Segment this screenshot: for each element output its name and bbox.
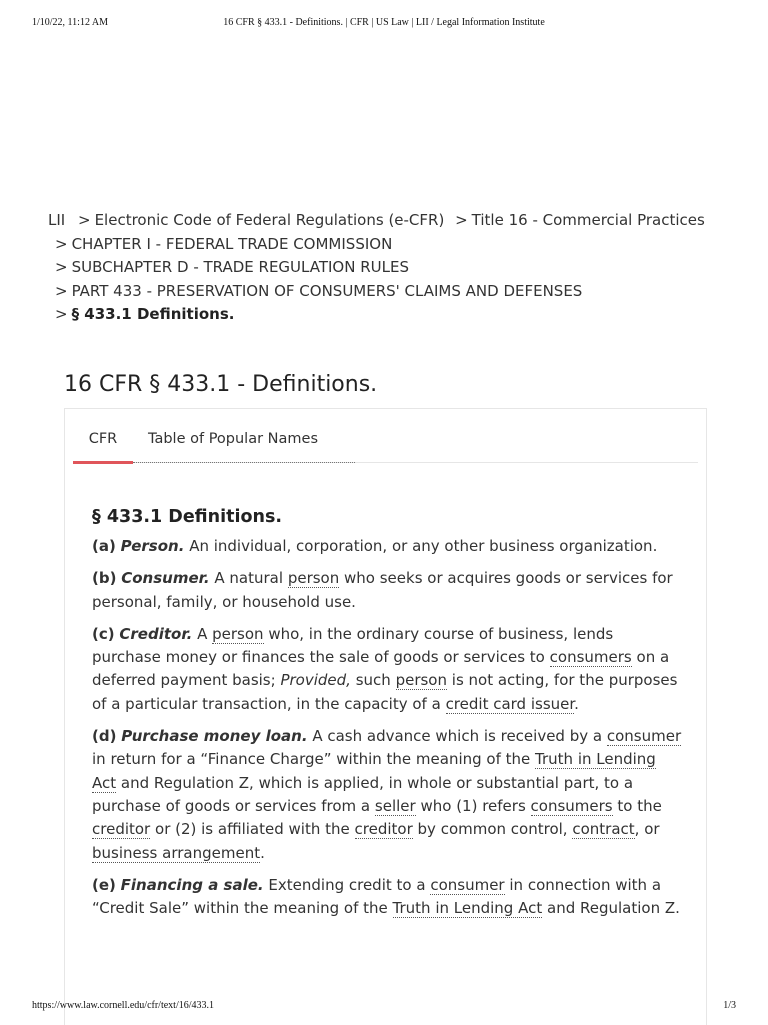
tab-popular-names[interactable] [148,409,318,462]
definition-link-consumers[interactable]: consumers [530,796,613,815]
print-page-number: 1/3 [723,1000,736,1011]
definition-c [92,623,682,716]
breadcrumb-item-lii[interactable]: LII [48,211,66,229]
tab-popular-names-label: Table of Popular Names [148,431,318,447]
definition-text: , or [634,820,660,839]
definition-proviso: Provided, [280,671,351,690]
breadcrumb-separator: > [55,281,68,300]
definition-label: (c) [92,624,115,643]
definition-text: and Regulation Z. [547,899,680,918]
tab-bar [73,409,698,463]
definition-text: to the [617,796,662,815]
definition-link-business-arrangement[interactable]: business arrangement [92,843,261,862]
print-date: 1/10/22, 11:12 AM [32,17,109,28]
definition-link-consumer[interactable]: consumer [606,727,682,746]
breadcrumb-item-title-16[interactable]: Title 16 - Commercial Practices [471,211,705,229]
definition-link-person[interactable]: person [395,671,447,690]
breadcrumb-separator: > [55,234,68,253]
definition-link-creditor[interactable]: creditor [92,820,151,839]
definition-label: (d) [92,727,117,746]
definition-link-credit-card-issuer[interactable]: credit card issuer [445,694,575,713]
breadcrumb-line-1 [48,209,738,233]
breadcrumb-line-4 [48,280,738,304]
breadcrumb [48,209,738,327]
definition-e [92,874,682,921]
breadcrumb-item-ecfr[interactable]: Electronic Code of Federal Regulations (e-CFR) [94,211,445,229]
breadcrumb-item-part[interactable]: PART 433 - PRESERVATION OF CONSUMERS' CLAIMS AND DEFENSES [71,281,583,300]
print-doc-title: 16 CFR § 433.1 - Definitions. | CFR | US Law | LII / Legal Information Institute [223,17,545,28]
definition-link-contract[interactable]: contract [572,820,635,839]
breadcrumb-item-subchapter[interactable]: SUBCHAPTER D - TRADE REGULATION RULES [71,258,409,276]
breadcrumb-separator: > [455,211,468,229]
tab-underline [133,462,355,463]
definition-a [92,535,682,558]
definition-term: Consumer. [121,569,210,588]
definition-link-creditor[interactable]: creditor [354,820,413,839]
definition-link-consumers[interactable]: consumers [549,648,632,667]
definition-label: (e) [92,875,116,894]
definition-text: . [260,843,265,862]
tab-cfr[interactable] [73,409,133,462]
definition-text: A natural [214,569,284,588]
definition-label: (a) [92,537,116,555]
definition-text: and Regulation Z, which is applied, in whole or substantial part, to a purchase of goods or services from a [92,773,634,815]
content-card [64,408,707,1025]
definition-text: A cash advance which is received by a [312,727,603,746]
definition-link-person[interactable]: person [287,569,340,588]
breadcrumb-item-current: § 433.1 Definitions. [71,305,235,323]
definition-d [92,725,682,865]
definition-text: who, in the ordinary course of business, lends purchase money or finances the sale of goods or services to [92,624,614,667]
definition-text: such [355,671,391,690]
definition-term: Creditor. [119,624,193,643]
page-title: 16 CFR § 433.1 - Definitions. [64,372,378,397]
breadcrumb-line-5 [48,303,738,327]
tab-cfr-label: CFR [88,431,118,447]
breadcrumb-line-2 [48,233,738,257]
definition-term: Financing a sale. [120,875,264,894]
definition-term: Purchase money loan. [121,727,308,746]
definition-text: by common control, [417,820,568,839]
definition-text: is not acting, for the purposes of a particular transaction, in the capacity of a [92,671,678,713]
definition-text: or (2) is affiliated with the [155,820,350,839]
definition-text: who seeks or acquires goods or services for personal, family, or household use. [92,569,673,611]
breadcrumb-line-3 [48,256,738,280]
definition-label: (b) [92,569,117,588]
print-url: https://www.law.cornell.edu/cfr/text/16/433.1 [32,1000,214,1011]
definition-link-consumer[interactable]: consumer [430,875,505,894]
definition-link-person[interactable]: person [212,624,264,643]
section-heading: § 433.1 Definitions. [92,507,283,527]
definition-text: on a deferred payment basis; [92,648,670,690]
definition-link-seller[interactable]: seller [374,796,416,815]
definition-text: in return for a “Finance Charge” within the meaning of the [92,750,531,769]
breadcrumb-separator: > [55,258,68,276]
definition-link-truth-in-lending-act[interactable]: Truth in Lending Act [92,750,656,792]
definition-link-truth-in-lending-act[interactable]: Truth in Lending Act [392,899,543,918]
definition-text: who (1) refers [420,796,526,815]
definition-text: A [197,624,208,643]
definition-text: Extending credit to a [268,875,426,894]
print-footer [32,1000,736,1014]
definition-term: Person. [120,537,185,555]
definition-text: . [574,694,579,713]
breadcrumb-separator: > [78,211,91,229]
definition-text: An individual, corporation, or any other business organization. [189,537,658,555]
breadcrumb-separator: > [55,305,68,323]
print-header [32,17,736,31]
regulation-text [92,503,682,929]
definition-text: in connection with a “Credit Sale” within the meaning of the [92,875,662,918]
breadcrumb-item-chapter[interactable]: CHAPTER I - FEDERAL TRADE COMMISSION [71,234,393,253]
definition-b [92,567,682,614]
active-tab-indicator [73,461,133,464]
